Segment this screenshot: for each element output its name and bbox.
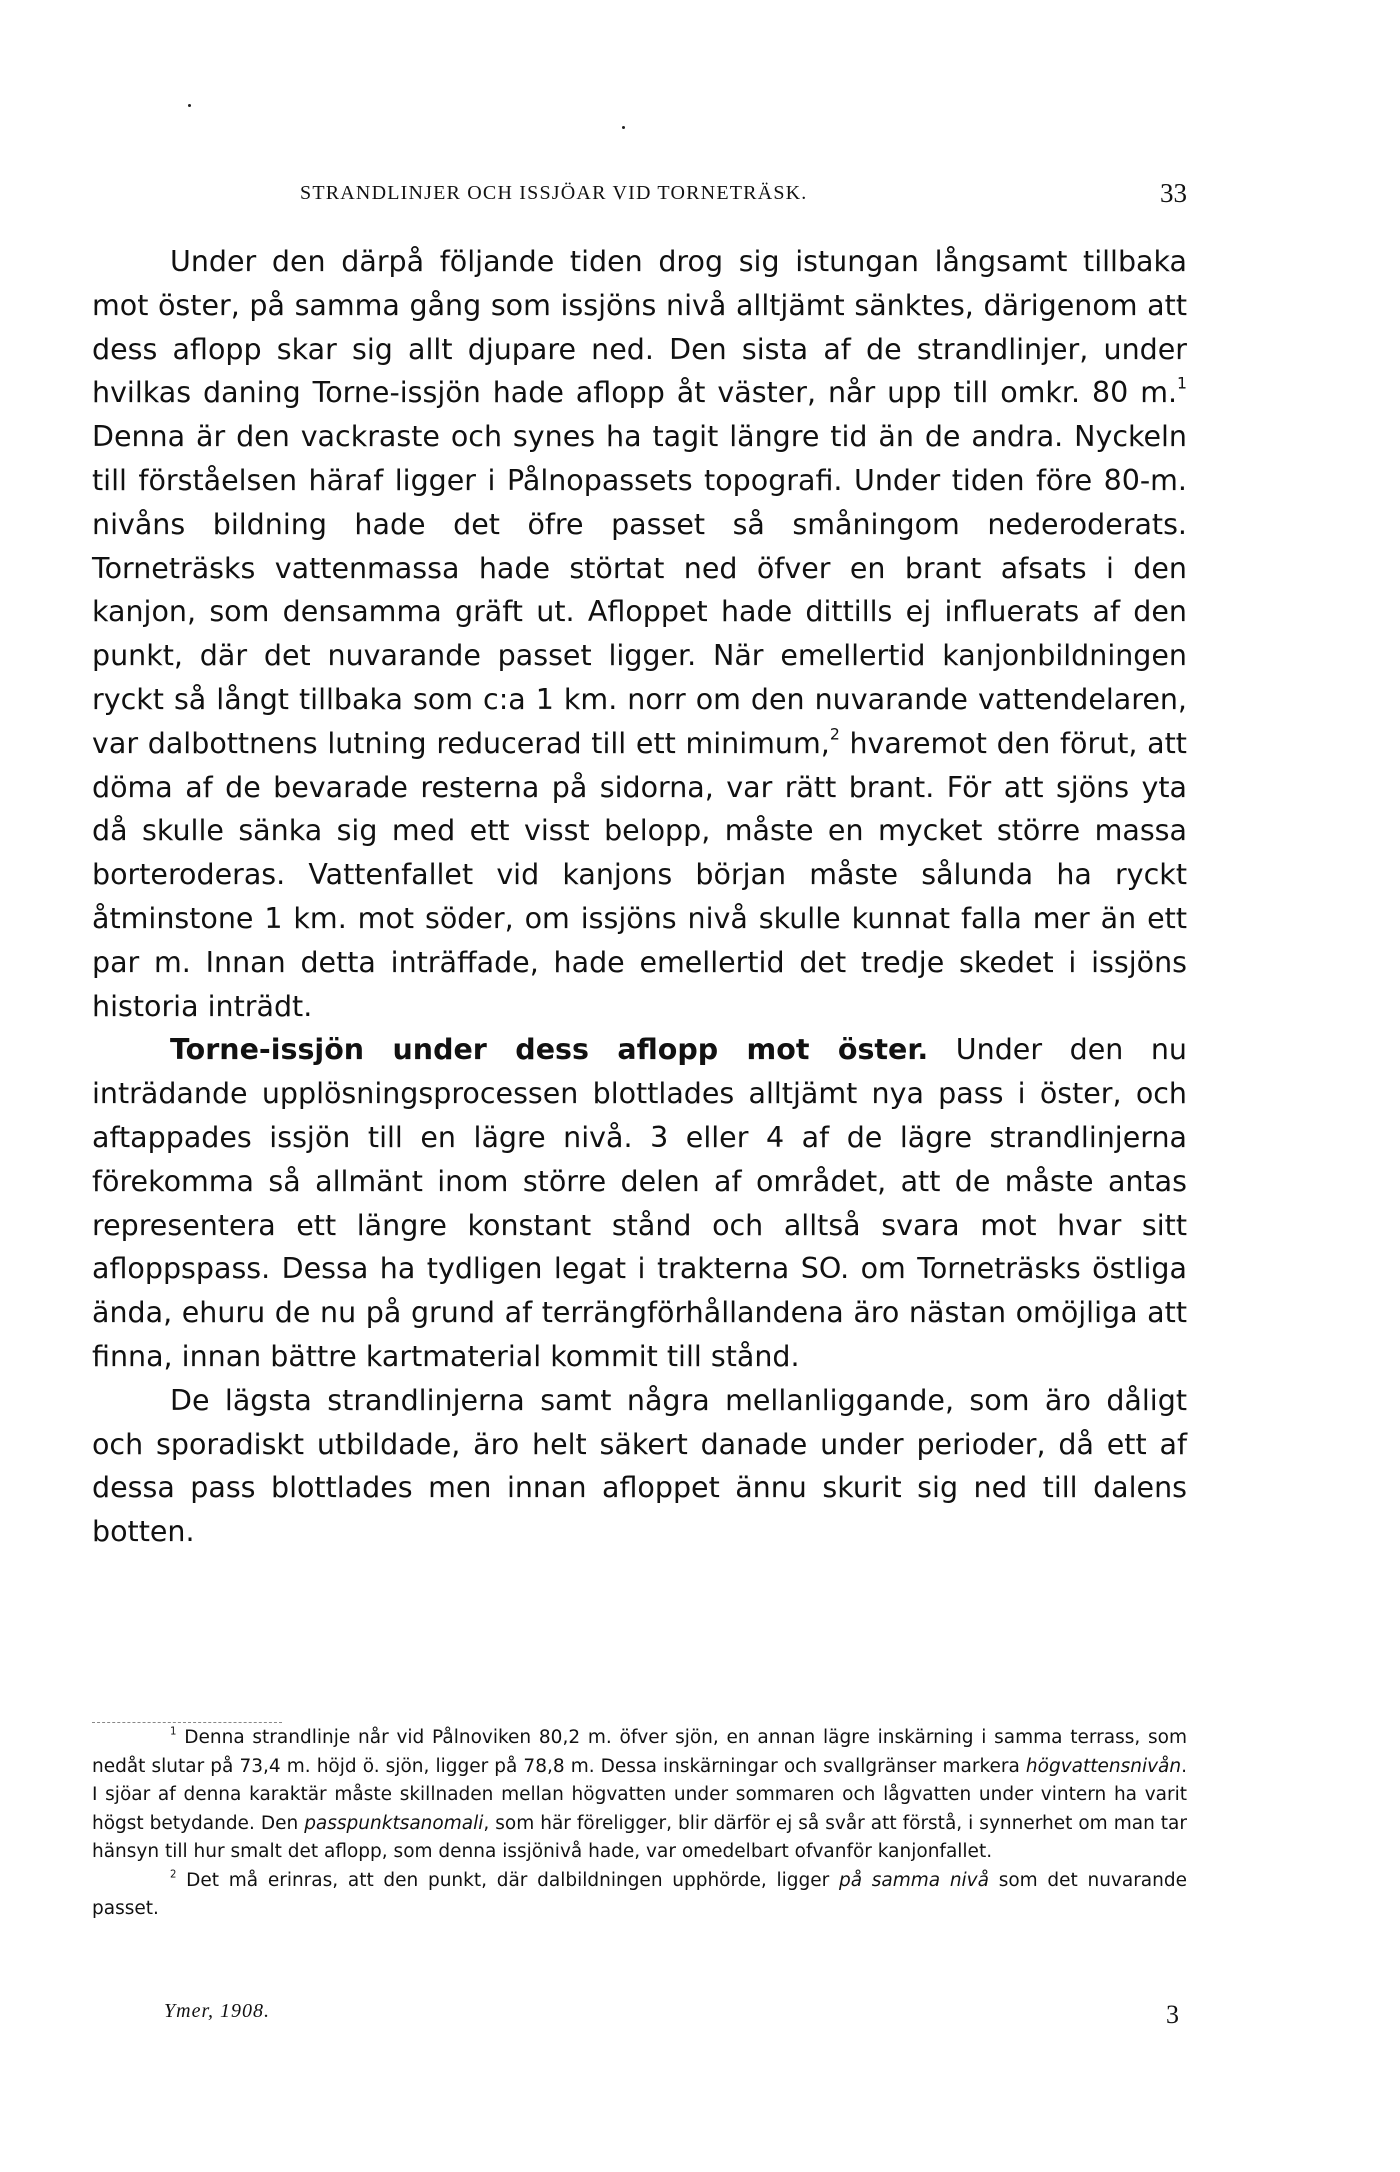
paragraph-1-part-1: Under den därpå följande tiden drog sig istungan långsamt tillbaka mot öster, på samma gång som issjöns nivå alltjämt sänktes, därigenom att dess aflopp skar sig allt djupare ned. Den sista af de strandlinjer, under hvilkas daning Torne-issjön hade aflopp åt väster, når upp till omkr. 80 m. (92, 245, 1187, 410)
signature-mark: Ymer, 1908. (164, 2000, 271, 2022)
paragraph-1 (92, 240, 1187, 1028)
footnote-2-text-b: som det nuvarande passet. (92, 1869, 1187, 1919)
footnote-1-marker: 1 (170, 1726, 177, 1738)
footnotes (92, 1724, 1187, 1924)
footnote-2 (92, 1867, 1187, 1924)
footnote-1-italic-2: passpunktsanomali (304, 1812, 484, 1834)
running-title: STRANDLINJER OCH ISSJÖAR VID TORNETRÄSK. (300, 182, 808, 204)
footnote-2-text-a: Det må erinras, att den punkt, där dalbildningen upphörde, ligger (176, 1869, 839, 1891)
print-speck (622, 126, 625, 129)
footnote-1-text-a: Denna strandlinje når vid Pålnoviken 80,2 m. öfver sjön, en annan lägre inskärning i samma terrass, som nedåt slutar på 73,4 m. höjd ö. sjön, ligger på 78,8 m. Dessa inskärningar och svallgränser markera (92, 1727, 1187, 1777)
footnote-ref-2: 2 (829, 724, 840, 744)
page-footer (92, 2000, 1187, 2040)
body-text (92, 240, 1187, 1554)
footnote-1 (92, 1724, 1187, 1867)
signature-number: 3 (1166, 2000, 1179, 2029)
running-header (92, 178, 1187, 218)
footnote-2-marker: 2 (170, 1868, 177, 1880)
page-number: 33 (1160, 178, 1187, 208)
section-heading: Torne-issjön under dess aflopp mot öster. (170, 1033, 929, 1067)
footnote-2-italic-1: på samma nivå (838, 1869, 989, 1891)
paragraph-2 (92, 1028, 1187, 1378)
footnote-ref-1: 1 (1177, 374, 1187, 394)
paragraph-3: De lägsta strandlinjerna samt några mellanliggande, som äro dåligt och sporadiskt utbildade, äro helt säkert danade under perioder, då ett af dessa pass blottlades men innan afloppet ännu skurit sig ned till dalens botten. (92, 1383, 1187, 1549)
footnote-1-italic-1: högvattensnivån (1025, 1755, 1182, 1777)
paragraph-1-part-3: hvaremot den förut, att döma af de bevarade resterna på sidorna, var rätt brant. För att sjöns yta då skulle sänka sig med ett visst belopp, måste en mycket större massa borteroderas. Vattenfallet vid kanjons början måste sålunda ha ryckt åtminstone 1 km. mot söder, om issjöns nivå skulle kunnat falla mer än ett par m. Innan detta inträffade, hade emellertid det tredje skedet i issjöns historia inträdt. (92, 726, 1187, 1023)
footnote-divider (92, 1722, 282, 1723)
paragraph-2-text: Under den nu inträdande upplösningsprocessen blottlades alltjämt nya pass i öster, och aftappades issjön till en lägre nivå. 3 eller 4 af de lägre strandlinjerna förekomma så allmänt inom större delen af området, att de måste antas representera ett längre konstant stånd och alltså svara mot hvar sitt afloppspass. Dessa ha tydligen legat i trakterna SO. om Torneträsks östliga ända, ehuru de nu på grund af terrängförhållandena äro nästan omöjliga att finna, innan bättre kartmaterial kommit till stånd. (92, 1033, 1187, 1373)
footnote-1-text-b: . I sjöar af denna karaktär måste skillnaden mellan högvatten under sommaren och lågvatten under vintern ha varit högst betydande. Den (92, 1755, 1187, 1834)
footnote-1-text-c: , som här föreligger, blir därför ej så svår att förstå, i synnerhet om man tar hänsyn till hur smalt det aflopp, som denna issjönivå hade, var omedelbart ofvanför kanjonfallet. (92, 1812, 1187, 1862)
print-speck (188, 104, 191, 107)
paragraph-1-part-2: Denna är den vackraste och synes ha tagit längre tid än de andra. Nyckeln till förståelsen häraf ligger i Pålnopassets topografi. Under tiden före 80-m. nivåns bildning hade det öfre passet så småningom nederoderats. Torneträsks vattenmassa hade störtat ned öfver en brant afsats i den kanjon, som densamma gräft ut. Afloppet hade dittills ej influerats af den punkt, där det nuvarande passet ligger. När emellertid kanjonbildningen ryckt så långt tillbaka som c:a 1 km. norr om den nuvarande vattendelaren, var dalbottnens lutning reducerad till ett minimum, (92, 420, 1187, 760)
